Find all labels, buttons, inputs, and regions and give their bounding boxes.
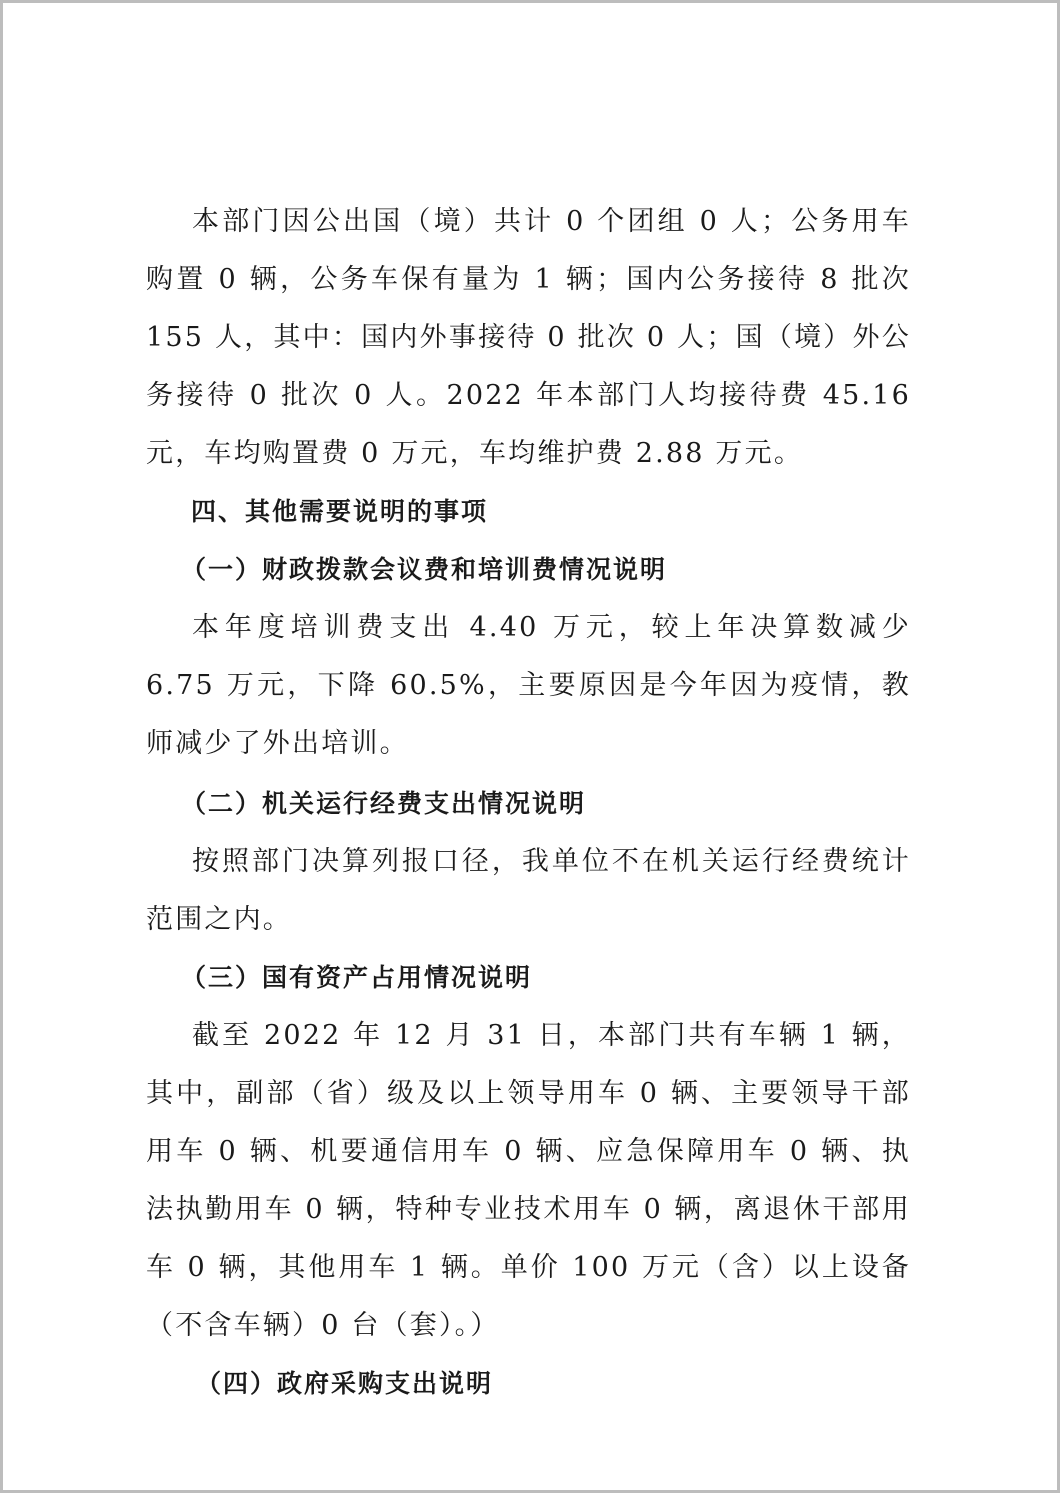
subsection-3-heading: （三）国有资产占用情况说明 — [181, 963, 533, 992]
paragraph-operating-expenses: 按照部门决算列报口径，我单位不在机关运行经费统计范围之内。 — [146, 846, 911, 935]
paragraph-training-fees: 本年度培训费支出 4.40 万元，较上年决算数减少 6.75 万元，下降 60.5%，主要原因是今年因为疫情，教师减少了外出培训。 — [146, 612, 911, 759]
document-body — [146, 193, 911, 1413]
subsection-4-heading: （四）政府采购支出说明 — [196, 1369, 494, 1398]
subsection-1-heading: （一）财政拨款会议费和培训费情况说明 — [181, 555, 668, 584]
section-4-heading: 四、其他需要说明的事项 — [191, 497, 489, 526]
paragraph-official-expenses: 本部门因公出国（境）共计 0 个团组 0 人；公务用车购置 0 辆，公务车保有量为 1 辆；国内公务接待 8 批次 155 人，其中：国内外事接待 0 批次 0 人；国（境）外公务接待 0 批次 0 人。2022 年本部门人均接待费 45.16 元，车均购置费 0 万元，车均维护费 2.88 万元。 — [146, 206, 911, 469]
paragraph-state-assets: 截至 2022 年 12 月 31 日，本部门共有车辆 1 辆，其中，副部（省）级及以上领导用车 0 辆、主要领导干部用车 0 辆、机要通信用车 0 辆、应急保障用车 0 辆、执法执勤用车 0 辆，特种专业技术用车 0 辆，离退休干部用车 0 辆，其他用车 1 辆。单价 100 万元（含）以上设备（不含车辆）0 台（套）。） — [146, 1020, 911, 1341]
subsection-2-heading: （二）机关运行经费支出情况说明 — [181, 789, 587, 818]
